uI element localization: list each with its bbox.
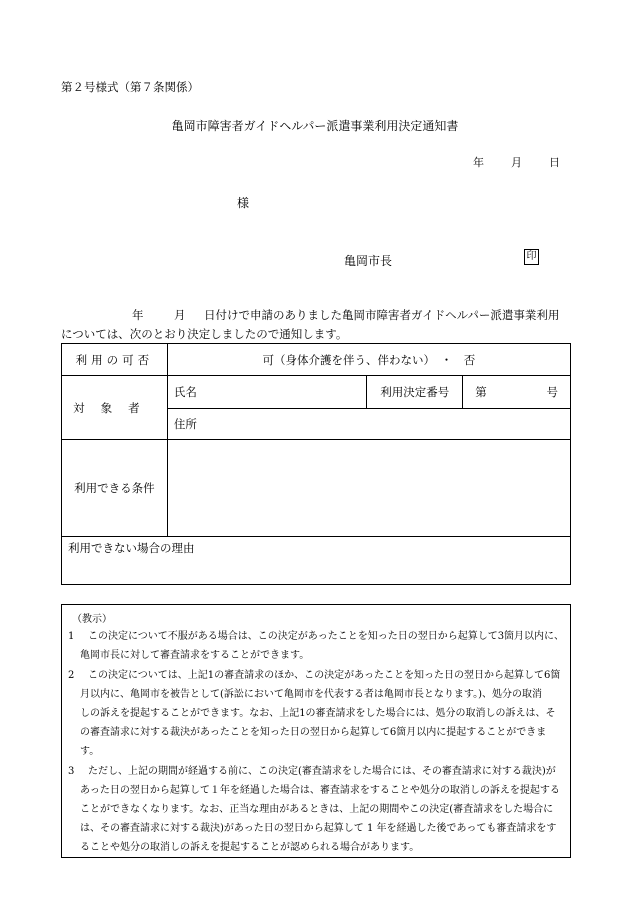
instruction-item-number: 1 bbox=[68, 631, 75, 642]
conditions-value bbox=[167, 440, 570, 537]
decision-table bbox=[61, 343, 571, 585]
instruction-item-1 bbox=[68, 627, 568, 665]
subject-label: 対象者 bbox=[62, 376, 168, 440]
instruction-line: は、その審査請求に対する裁決)があった日の翌日から起算して 1 年を経過した後であっても審査請求をす bbox=[80, 823, 557, 834]
subject-name-row bbox=[62, 376, 571, 409]
issuer-name: 亀岡市長 bbox=[344, 254, 393, 268]
availability-label: 利用の可否 bbox=[62, 344, 168, 376]
reason-label: 利用できない場合の理由 bbox=[62, 537, 571, 585]
form-number: 第２号様式（第７条関係） bbox=[61, 80, 199, 94]
address-label: 住所 bbox=[167, 409, 570, 440]
availability-row bbox=[62, 344, 571, 376]
instruction-box bbox=[61, 604, 571, 858]
intro-line-1-text: 日付けで申請のありました亀岡市障害者ガイドヘルパー派遣事業利用 bbox=[204, 308, 560, 322]
number-prefix: 第 bbox=[475, 385, 487, 399]
reason-row bbox=[62, 537, 571, 585]
instruction-line: この決定については、上記1の審査請求のほか、この決定があったことを知った日の翌日から起算して6箇 bbox=[88, 670, 561, 681]
instruction-line: 亀岡市長に対して審査請求をすることができます。 bbox=[80, 650, 310, 661]
conditions-label: 利用できる条件 bbox=[62, 440, 168, 537]
decision-number-label: 利用決定番号 bbox=[367, 376, 463, 409]
instruction-line: しの訴えを提起することができます。なお、上記1の審査請求をした場合には、処分の取消しの訴えは、そ bbox=[80, 708, 556, 719]
decision-number-cell bbox=[463, 376, 571, 409]
instruction-heading: （教示） bbox=[72, 614, 112, 625]
availability-value: 可（身体介護を伴う、伴わない） ・ 否 bbox=[167, 344, 570, 376]
date-day-label: 日 bbox=[549, 156, 560, 169]
instruction-item-number: 2 bbox=[68, 670, 75, 681]
number-suffix: 号 bbox=[546, 385, 558, 399]
issue-date bbox=[473, 154, 560, 170]
intro-month-label: 月 bbox=[174, 308, 186, 322]
instruction-line: この決定について不服がある場合は、この決定があったことを知った日の翌日から起算して3箇月以内に、 bbox=[88, 631, 565, 642]
instruction-line: ることや処分の取消しの訴えを提起することが認められる場合があります。 bbox=[80, 842, 420, 853]
conditions-row bbox=[62, 440, 571, 537]
instruction-item-3 bbox=[68, 762, 568, 857]
name-label: 氏名 bbox=[167, 376, 367, 409]
recipient-suffix: 様 bbox=[237, 196, 250, 210]
instruction-item-2 bbox=[68, 666, 568, 761]
instruction-line: ただし、上記の期間が経過する前に、この決定(審査請求をした場合には、その審査請求に対する裁決)が bbox=[88, 766, 556, 777]
instruction-line: の審査請求に対する裁決があったことを知った日の翌日から起算して6箇月以内に提起することができま bbox=[80, 727, 547, 738]
intro-line-2: については、次のとおり決定しましたので通知します。 bbox=[61, 327, 348, 341]
instruction-line: 月以内に、亀岡市を被告として(訴訟において亀岡市を代表する者は亀岡市長となります。)、処分の取消 bbox=[80, 689, 543, 700]
instruction-item-number: 3 bbox=[68, 766, 75, 777]
document-title: 亀岡市障害者ガイドヘルパー派遣事業利用決定通知書 bbox=[171, 119, 459, 133]
date-month-label: 月 bbox=[511, 156, 522, 169]
seal-stamp: 印 bbox=[524, 249, 539, 265]
instruction-line: す。 bbox=[80, 746, 100, 757]
instruction-line: あった日の翌日から起算して１年を経過した場合は、審査請求をすることや処分の取消しの訴えを提起する bbox=[80, 785, 560, 796]
intro-year-label: 年 bbox=[132, 308, 144, 322]
date-year-label: 年 bbox=[473, 156, 484, 169]
instruction-line: ことができなくなります。なお、正当な理由があるときは、上記の期間やこの決定(審査請求をした場合に bbox=[80, 804, 554, 815]
